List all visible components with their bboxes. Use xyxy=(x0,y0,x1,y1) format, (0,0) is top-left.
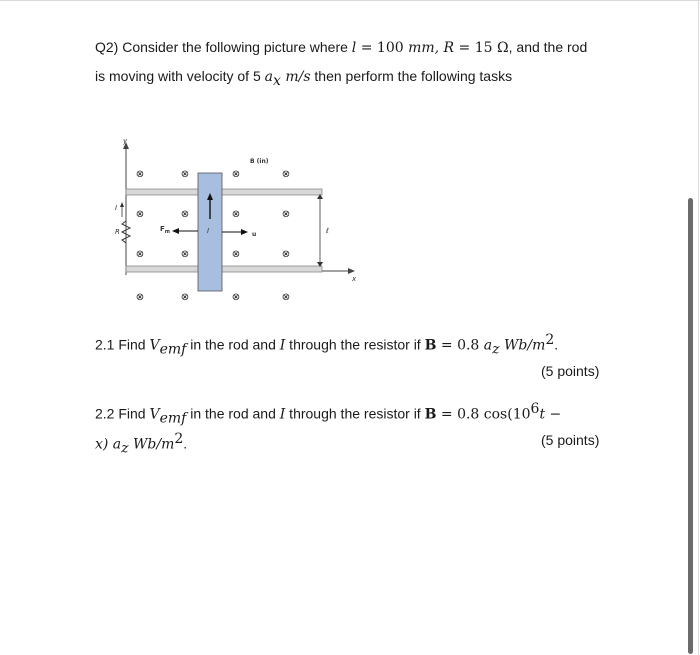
fm-label xyxy=(160,225,170,235)
resistance-symbol: , R xyxy=(434,40,455,56)
vemf-subscript: emf xyxy=(159,410,187,427)
task-2-1-points: (5 points) xyxy=(541,363,600,379)
b-field-symbol: B xyxy=(424,337,437,354)
field-cross: ⊗ xyxy=(231,169,241,180)
field-cross: ⊗ xyxy=(231,209,241,220)
field-cross: ⊗ xyxy=(135,209,145,220)
moving-rod xyxy=(198,173,222,291)
vemf-symbol: V xyxy=(149,406,160,423)
task-2-2-text xyxy=(95,400,561,427)
task-2-2-suffix: through the resistor if xyxy=(285,405,425,422)
resistance-value: = 15 Ω xyxy=(454,40,509,56)
field-cross: ⊗ xyxy=(180,169,190,180)
unit-vector-symbol: a xyxy=(108,436,122,453)
field-cross: ⊗ xyxy=(281,169,291,180)
b-field-symbol: B xyxy=(424,406,437,423)
b-field-value: = 0.8 xyxy=(436,337,484,354)
question-text-end: , and the rod xyxy=(508,39,588,55)
velocity-arrow-head xyxy=(241,229,248,235)
task-2-1-prefix: 2.1 Find xyxy=(95,336,150,353)
task-2-1-text xyxy=(95,331,558,358)
vemf-subscript: emf xyxy=(159,341,187,358)
current-symbol: I xyxy=(279,406,286,423)
task-2-1-suffix: through the resistor if xyxy=(285,336,425,353)
task-2-2-end: . xyxy=(183,435,188,452)
velocity-unit: m/s xyxy=(280,69,311,85)
length-value: = 100 xyxy=(356,40,409,56)
question-line-1 xyxy=(95,38,587,57)
x-label: x xyxy=(352,275,357,283)
question-line-2 xyxy=(95,67,512,90)
current-arrow-left-head xyxy=(120,202,124,207)
frequency-exponent: 6 xyxy=(530,401,540,417)
velocity-label: u xyxy=(252,231,257,238)
unit-vector-subscript: z xyxy=(492,341,500,358)
length-label: ℓ xyxy=(326,227,329,235)
time-symbol: t xyxy=(539,406,546,423)
velocity-text: is moving with velocity of 5 xyxy=(95,68,265,84)
current-label-left: I xyxy=(115,204,118,212)
unit-vector-subscript: x xyxy=(272,72,281,89)
b-field-unit: Wb/m xyxy=(128,436,175,453)
field-cross: ⊗ xyxy=(231,292,241,303)
minus-sign: − xyxy=(545,406,562,423)
task-2-2-middle: in the rod and xyxy=(186,405,280,422)
b-field-unit-exponent: 2 xyxy=(174,431,184,447)
task-2-2-text-line2 xyxy=(95,430,187,457)
x-axis-arrow xyxy=(348,268,355,274)
b-field-unit: Wb/m xyxy=(499,337,546,354)
b-field-equation: = 0.8 cos(10 xyxy=(436,406,531,423)
length-unit: mm xyxy=(408,40,435,56)
b-field-unit-exponent: 2 xyxy=(545,332,555,348)
field-cross: ⊗ xyxy=(180,249,190,260)
unit-vector-symbol: a xyxy=(483,337,493,354)
rail-rod-figure xyxy=(110,135,360,305)
task-2-2-points: (5 points) xyxy=(541,432,600,448)
task-2-1-end: . xyxy=(554,336,559,353)
fm-label-sub: m xyxy=(164,229,171,235)
field-cross: ⊗ xyxy=(281,292,291,303)
field-cross: ⊗ xyxy=(135,292,145,303)
field-cross: ⊗ xyxy=(180,292,190,303)
field-cross: ⊗ xyxy=(281,209,291,220)
field-cross: ⊗ xyxy=(231,249,241,260)
top-border xyxy=(0,0,700,1)
y-label: y xyxy=(123,137,128,145)
unit-vector-symbol: a xyxy=(264,69,273,85)
vemf-symbol: V xyxy=(149,337,160,354)
unit-vector-subscript: z xyxy=(121,440,129,457)
bottom-rail xyxy=(126,266,322,272)
question-text-tail: then perform the following tasks xyxy=(310,68,513,84)
field-cross: ⊗ xyxy=(135,249,145,260)
field-cross: ⊗ xyxy=(281,249,291,260)
length-symbol: l xyxy=(351,40,357,56)
top-rail xyxy=(126,189,322,195)
rod-current-label: I xyxy=(207,227,210,235)
fm-label-main: F xyxy=(160,225,165,233)
right-border xyxy=(698,0,699,655)
task-2-2-prefix: 2.2 Find xyxy=(95,405,150,422)
scrollbar[interactable] xyxy=(688,198,693,654)
field-cross: ⊗ xyxy=(135,169,145,180)
current-symbol: I xyxy=(279,337,286,354)
field-cross: ⊗ xyxy=(180,209,190,220)
task-2-1-middle: in the rod and xyxy=(186,336,280,353)
fm-arrow-head xyxy=(172,228,179,234)
resistor-label: R xyxy=(115,228,120,236)
position-term: x) xyxy=(95,436,109,453)
question-text: Q2) Consider the following picture where xyxy=(95,39,352,55)
field-label: B (in) xyxy=(250,158,269,165)
